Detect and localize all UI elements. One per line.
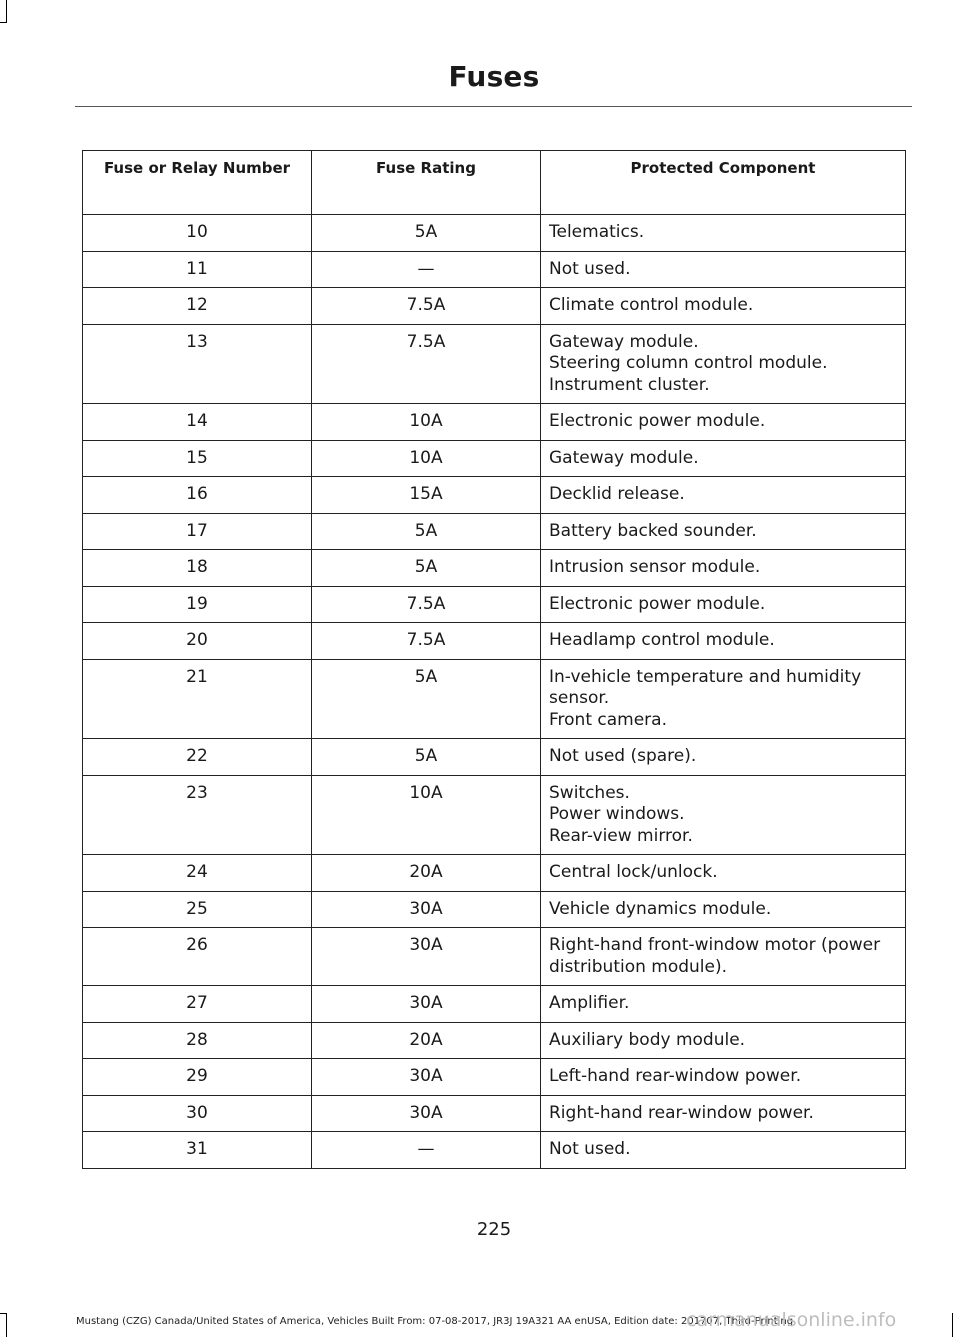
fuse-rating-cell: 5A [312,215,541,252]
protected-component-cell [541,251,906,288]
table-row [83,1095,906,1132]
fuse-number-cell: 28 [83,1022,312,1059]
fuse-number-cell: 15 [83,440,312,477]
protected-component-cell [541,288,906,325]
table-row [83,1022,906,1059]
component-line: Rear-view mirror. [549,825,693,846]
protected-component-cell [541,855,906,892]
fuse-rating-cell: — [312,1132,541,1169]
table-row [83,855,906,892]
fuse-number-cell: 21 [83,659,312,739]
protected-component-cell [541,586,906,623]
fuse-rating-cell: 5A [312,550,541,587]
fuse-number-cell: 26 [83,928,312,986]
table-row [83,739,906,776]
component-line: Electronic power module. [549,593,766,614]
component-line: Right-hand front-window motor (power distribution module). [549,935,881,977]
component-line: Central lock/unlock. [549,862,718,882]
fuse-number-cell: 18 [83,550,312,587]
fuse-rating-cell: 7.5A [312,288,541,325]
table-row [83,1059,906,1096]
fuse-rating-cell: 5A [312,513,541,550]
fuse-number-cell: 10 [83,215,312,252]
component-line: Instrument cluster. [549,374,710,395]
header-protected-component: Protected Component [541,151,906,215]
protected-component-cell [541,986,906,1023]
fuse-rating-cell: 7.5A [312,324,541,404]
protected-component-cell [541,1132,906,1169]
fuse-rating-cell: 7.5A [312,623,541,660]
table-row [83,513,906,550]
component-line: Amplifier. [549,993,630,1013]
fuse-number-cell: 25 [83,891,312,928]
fuse-number-cell: 16 [83,477,312,514]
protected-component-cell [541,477,906,514]
protected-component-cell [541,513,906,550]
protected-component-cell [541,1022,906,1059]
component-line: Not used. [549,258,631,279]
component-line: Electronic power module. [549,411,766,431]
protected-component-cell [541,739,906,776]
protected-component-cell [541,623,906,660]
protected-component-cell [541,550,906,587]
component-line: Gateway module. [549,331,699,352]
fuse-rating-cell: 30A [312,928,541,986]
fuse-rating-cell: 15A [312,477,541,514]
fuse-number-cell: 12 [83,288,312,325]
fuse-rating-cell: 30A [312,1059,541,1096]
title-divider [75,106,912,107]
component-line: Battery backed sounder. [549,520,757,541]
table-row [83,1132,906,1169]
table-header-row [83,151,906,215]
fuse-rating-cell: 10A [312,440,541,477]
fuse-rating-cell: 30A [312,986,541,1023]
protected-component-cell [541,440,906,477]
protected-component-cell [541,404,906,441]
header-fuse-number: Fuse or Relay Number [83,151,312,215]
fuse-rating-cell: 10A [312,404,541,441]
component-line: Front camera. [549,709,667,730]
component-line: Vehicle dynamics module. [549,898,772,919]
protected-component-cell [541,928,906,986]
table-row [83,550,906,587]
component-line: In-vehicle temperature and humidity sensor. [549,666,862,708]
fuse-number-cell: 29 [83,1059,312,1096]
fuse-table [82,150,906,1169]
table-row [83,659,906,739]
protected-component-cell [541,775,906,855]
fuse-rating-cell: 30A [312,1095,541,1132]
table-row [83,404,906,441]
table-row [83,586,906,623]
crop-mark [0,22,7,23]
crop-mark [6,0,7,22]
table-row [83,891,906,928]
header-fuse-rating: Fuse Rating [312,151,541,215]
fuse-rating-cell: 5A [312,739,541,776]
protected-component-cell [541,215,906,252]
fuse-number-cell: 22 [83,739,312,776]
table-row [83,440,906,477]
fuse-number-cell: 23 [83,775,312,855]
protected-component-cell [541,324,906,404]
page-number: 225 [476,1219,512,1240]
table-row [83,986,906,1023]
component-line: Right-hand rear-window power. [549,1102,814,1123]
fuse-rating-cell: — [312,251,541,288]
fuse-rating-cell: 10A [312,775,541,855]
fuse-number-cell: 19 [83,586,312,623]
component-line: Headlamp control module. [549,630,775,650]
component-line: Steering column control module. [549,353,828,373]
table-row [83,775,906,855]
fuse-number-cell: 20 [83,623,312,660]
component-line: Intrusion sensor module. [549,557,761,577]
protected-component-cell [541,1059,906,1096]
table-row [83,251,906,288]
component-line: Decklid release. [549,484,685,504]
component-line: Climate control module. [549,295,754,315]
crop-mark [0,1313,7,1314]
table-row [83,288,906,325]
fuse-rating-cell: 20A [312,1022,541,1059]
protected-component-cell [541,1095,906,1132]
component-line: Power windows. [549,804,685,824]
table-row [83,324,906,404]
component-line: Gateway module. [549,447,699,468]
fuse-rating-cell: 30A [312,891,541,928]
fuse-rating-cell: 20A [312,855,541,892]
fuse-number-cell: 24 [83,855,312,892]
page-title: Fuses [448,60,540,93]
fuse-number-cell: 30 [83,1095,312,1132]
component-line: Not used. [549,1139,631,1159]
protected-component-cell [541,659,906,739]
watermark: carmanualsonline.info [686,1309,897,1331]
crop-mark [952,1313,953,1337]
component-line: Switches. [549,782,630,803]
fuse-number-cell: 14 [83,404,312,441]
table-row [83,477,906,514]
table-row [83,215,906,252]
table-row [83,623,906,660]
protected-component-cell [541,891,906,928]
component-line: Left-hand rear-window power. [549,1066,802,1086]
component-line: Telematics. [549,222,645,242]
fuse-rating-cell: 5A [312,659,541,739]
component-line: Auxiliary body module. [549,1029,746,1050]
component-line: Not used (spare). [549,746,697,766]
footer-edition-info: Mustang (CZG) Canada/United States of America, Vehicles Built From: 07-08-2017, JR3J 19A321 AA enUSA, Edition date: 201707, Third-Printing [76,1316,794,1327]
fuse-number-cell: 13 [83,324,312,404]
fuse-number-cell: 31 [83,1132,312,1169]
fuse-number-cell: 11 [83,251,312,288]
table-row [83,928,906,986]
fuse-rating-cell: 7.5A [312,586,541,623]
crop-mark [6,1313,7,1337]
fuse-number-cell: 17 [83,513,312,550]
fuse-number-cell: 27 [83,986,312,1023]
